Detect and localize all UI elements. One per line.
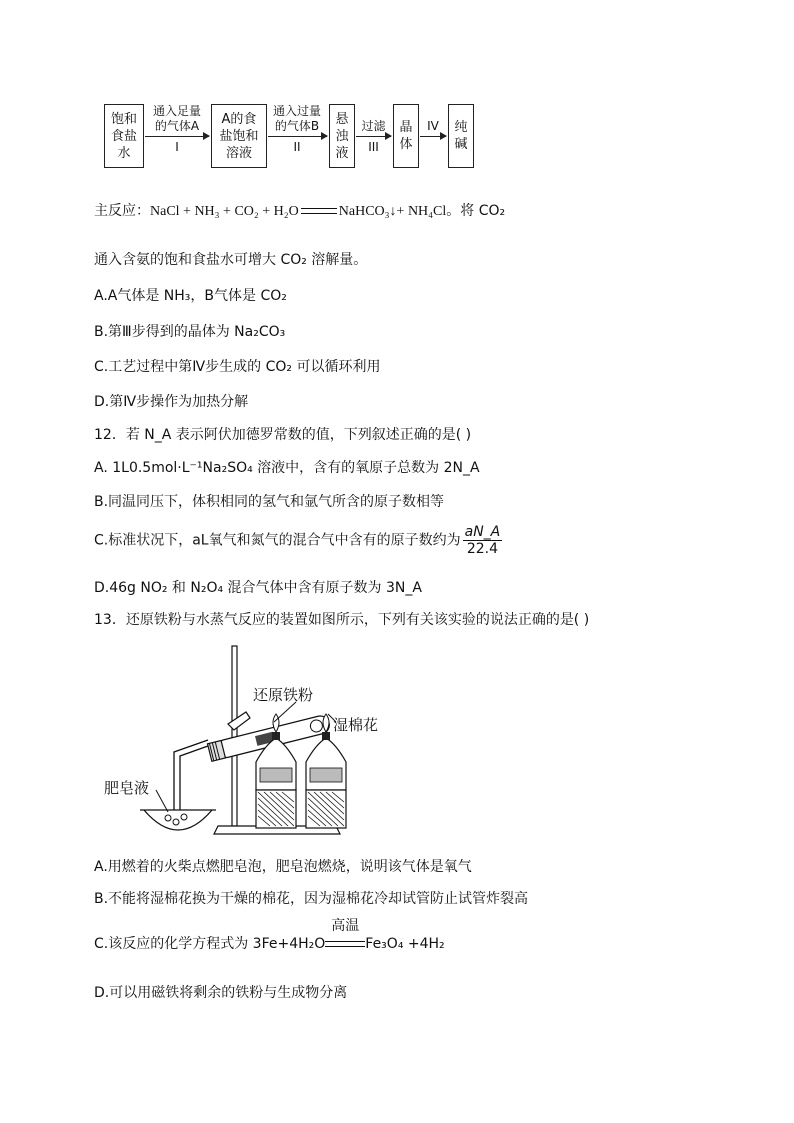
flow-arrow-1 [145,136,209,137]
q11-option-a: A.A气体是 NH₃，B气体是 CO₂ [94,288,287,304]
flow-arrow-4 [420,136,446,137]
q11-option-b: B.第Ⅲ步得到的晶体为 Na₂CO₃ [94,324,286,340]
reaction-condition: 高温 [325,934,365,954]
label-iron-powder: 还原铁粉 [253,686,314,704]
flow-arrow-1-label: 通入足量 的气体A [152,104,201,133]
flow-box-suspension: 悬 浊 液 [329,104,355,168]
label-soap-solution: 肥皂液 [104,779,150,797]
q13-stem: 13．还原铁粉与水蒸气反应的装置如图所示，下列有关该实验的说法正确的是( ) [94,612,590,628]
q12-option-b: B.同温同压下，体积相同的氢气和氩气所含的原子数相等 [94,494,445,510]
flow-box-a-solution: A的食 盐饱和 溶液 [211,104,267,168]
flow-arrow-4-label: IV [427,119,439,133]
clamp [228,712,250,730]
main-reaction-line: 主反应：NaCl + NH₃ + CO₂ + H₂O NaHCO₃↓+ NH₄Cl。将 CO₂ [94,203,506,219]
q11-note: 通入含氨的饱和食盐水可增大 CO₂ 溶解量。 [94,252,368,268]
q12-option-c: C.标准状况下，aL氧气和氮气的混合气中含有的原子数约为 $\frac{aN\_A}{22.4}$ [94,524,501,557]
flow-step-1: I [175,140,179,154]
flow-arrow-3-label: 过滤 [361,119,386,133]
q12-option-d: D.46g NO₂ 和 N₂O₄ 混合气体中含有原子数为 3N_A [94,580,422,596]
flow-box-crystal: 晶 体 [393,104,419,168]
q12-stem: 12．若 N_A 表示阿伏加德罗常数的值，下列叙述正确的是( ) [94,427,472,443]
flow-box-soda: 纯 碱 [448,104,474,168]
flow-arrow-3 [356,136,391,137]
equals-bar [301,208,337,214]
q11-option-c: C.工艺过程中第Ⅳ步生成的 CO₂ 可以循环利用 [94,359,381,375]
q13-option-b: B.不能将湿棉花换为干燥的棉花，因为湿棉花冷却试管防止试管炸裂高 [94,891,529,907]
flow-box-brine: 饱和 食盐 水 [104,104,144,168]
stand-rod [232,646,237,826]
flow-arrow-2 [268,136,327,137]
flow-arrow-2-label: 通入过量 的气体B [272,104,321,133]
q13-option-a: A.用燃着的火柴点燃肥皂泡，肥皂泡燃烧，说明该气体是氧气 [94,859,472,875]
flow-step-2: II [293,140,301,154]
flow-step-3: III [368,140,379,154]
q11-option-d: D.第Ⅳ步操作为加热分解 [94,394,249,410]
q13-option-c: C.该反应的化学方程式为 3Fe+4H₂O 高温 Fe₃O₄ +4H₂ [94,918,445,952]
fraction: $\frac{aN\_A}{22.4}$ [464,524,501,557]
q13-option-d: D.可以用磁铁将剩余的铁粉与生成物分离 [94,985,348,1001]
label-wet-cotton: 湿棉花 [333,716,379,734]
q12-option-a: A. 1L0.5mol·L⁻¹Na₂SO₄ 溶液中，含有的氧原子总数为 2N_A [94,460,480,476]
apparatus-figure [96,640,406,845]
